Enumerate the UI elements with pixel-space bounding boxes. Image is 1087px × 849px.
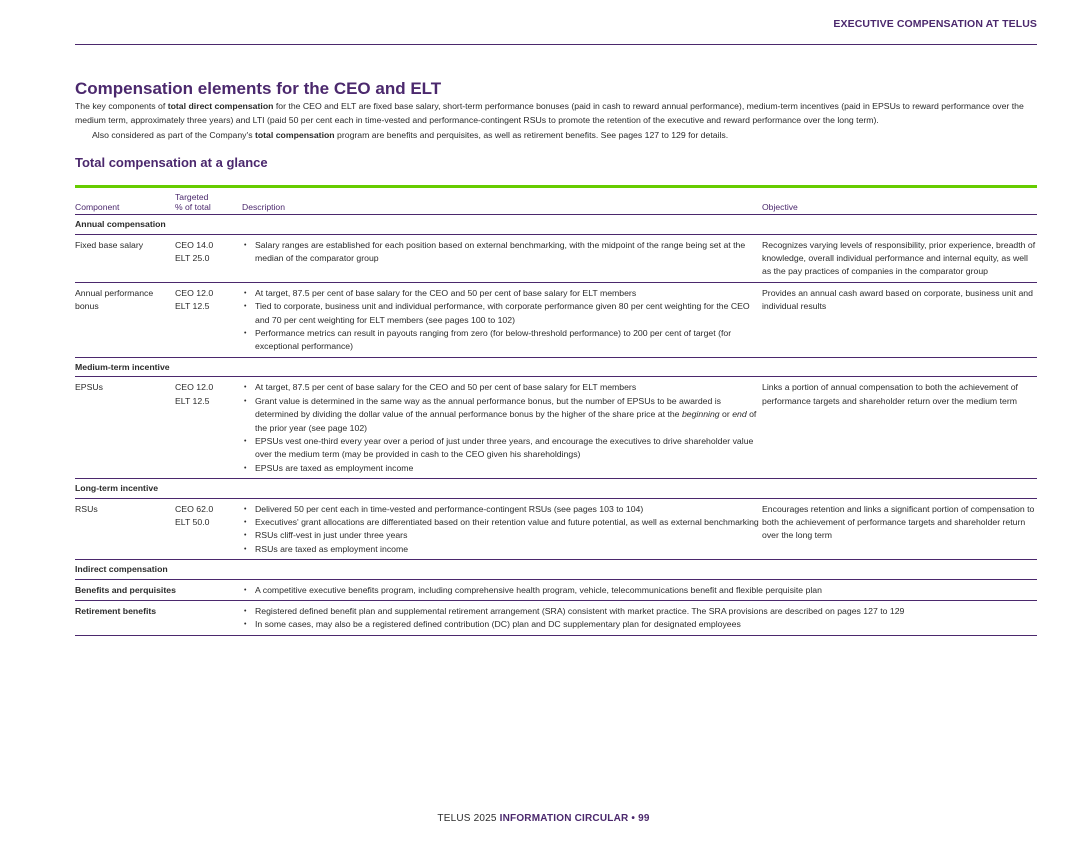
header-objective: Objective — [762, 188, 1037, 215]
bullet-text: Grant value is determined in the same way as the annual performance bonus, but the number of EPSUs to be awarded is determined by dividing the dollar value of the annual performance bonus by the higher of the share price at the — [255, 395, 722, 420]
header-targeted-line2: % of total — [175, 202, 211, 213]
bullet-emphasis: end — [732, 409, 747, 420]
bullet-item: • Executives' grant allocations are differentiated based on their retention value and future potential, as well as external benchmarking — [242, 516, 762, 529]
group-long-term-incentive — [75, 479, 1037, 498]
intro-paragraph-2 — [75, 128, 1037, 142]
page-content — [75, 79, 1037, 636]
ceo-pct: CEO 12.0 — [175, 287, 214, 298]
component-cell: Retirement benefits — [75, 600, 242, 635]
description-cell — [242, 579, 1037, 600]
bullet-item: • RSUs cliff-vest in just under three years — [242, 529, 762, 542]
elt-pct: ELT 25.0 — [175, 253, 210, 264]
targeted-cell — [175, 234, 242, 282]
header-component: Component — [75, 188, 175, 215]
bullet-item: • RSUs are taxed as employment income — [242, 543, 762, 556]
bullet-item: • Delivered 50 per cent each in time-vested and performance-contingent RSUs (see pages 103 to 104) — [242, 503, 762, 516]
component-cell: Fixed base salary — [75, 234, 175, 282]
intro2-text-c: program are benefits and perquisites, as well as retirement benefits. See pages 127 to 129 for details. — [334, 129, 729, 140]
ceo-pct: CEO 62.0 — [175, 503, 214, 514]
bullet-emphasis: beginning — [681, 409, 720, 420]
row-benefits-perquisites — [75, 579, 1037, 600]
bullet-item: • A competitive executive benefits program, including comprehensive health program, vehicle, telecommunications benefit and flexible perquisite plan — [242, 584, 1037, 597]
compensation-table — [75, 188, 1037, 636]
bullet-item: • Tied to corporate, business unit and individual performance, with corporate performance given 80 per cent weighting for the CEO and 70 per cent weighting for ELT members (see pages 100 to 102) — [242, 300, 762, 327]
description-cell — [242, 234, 762, 282]
table-header-row — [75, 188, 1037, 215]
running-header: EXECUTIVE COMPENSATION AT TELUS — [833, 18, 1037, 30]
intro2-bold: total compensation — [254, 129, 335, 140]
group-indirect-compensation — [75, 560, 1037, 579]
bullet-item: • Registered defined benefit plan and supplemental retirement arrangement (SRA) consistent with market practice. The SRA provisions are described on pages 127 to 129 — [242, 605, 962, 618]
objective-cell: Provides an annual cash award based on corporate, business unit and individual results — [762, 282, 1037, 357]
description-cell — [242, 377, 762, 479]
group-label: Annual compensation — [75, 215, 1037, 234]
group-medium-term-incentive — [75, 357, 1037, 376]
footer-accent: INFORMATION CIRCULAR • 99 — [499, 813, 650, 824]
bullet-text: or — [719, 409, 733, 420]
ceo-pct: CEO 12.0 — [175, 382, 214, 393]
header-divider — [75, 44, 1037, 45]
section-title: Compensation elements for the CEO and ELT — [75, 79, 442, 98]
bullet-item: • At target, 87.5 per cent of base salary for the CEO and 50 per cent of base salary for ELT members — [242, 287, 762, 300]
footer-prefix: TELUS 2025 — [437, 813, 500, 824]
bullet-text: of the prior year (see page 102) — [255, 409, 757, 433]
targeted-cell — [175, 282, 242, 357]
objective-cell: Recognizes varying levels of responsibility, prior experience, breadth of knowledge, overall individual performance and internal equity, as well as the pay practices of companies in the comparator group — [762, 234, 1037, 282]
bullet-item — [242, 395, 762, 435]
component-cell: EPSUs — [75, 377, 175, 479]
group-label: Long-term incentive — [75, 479, 1037, 498]
description-cell — [242, 498, 762, 560]
row-rsus — [75, 498, 1037, 560]
intro1-text-c: for the CEO and ELT are fixed base salary, short-term performance bonuses (paid in cash to reward annual performance), medium-term incentives (paid in EPSUs to reward performance over the medium term, approximately three years) and LTI (paid 50 per cent each in time-vested and performance-contingent RSUs to promote the retention of the executive and reward performance over the long term). — [75, 101, 1024, 126]
bullet-item: • Salary ranges are established for each position based on external benchmarking, with the midpoint of the range being set at the median of the comparator group — [242, 239, 762, 266]
elt-pct: ELT 12.5 — [175, 301, 210, 312]
bullet-item: • EPSUs vest one-third every year over a period of just under three years, and encourage the executives to drive shareholder value over the medium term (may be provided in cash to the CEO given his shareholdings) — [242, 435, 762, 462]
row-retirement-benefits — [75, 600, 1037, 635]
targeted-cell — [175, 498, 242, 560]
elt-pct: ELT 50.0 — [175, 516, 210, 527]
objective-cell: Encourages retention and links a significant portion of compensation to both the achievement of performance targets and shareholder return over the long term — [762, 498, 1037, 560]
header-description: Description — [242, 188, 762, 215]
page-footer — [0, 813, 1087, 824]
intro1-bold: total direct compensation — [167, 101, 274, 111]
group-annual-compensation — [75, 215, 1037, 234]
component-cell: Annual performance bonus — [75, 282, 175, 357]
component-cell: RSUs — [75, 498, 175, 560]
bullet-item: • Performance metrics can result in payouts ranging from zero (for below-threshold performance) to 200 per cent of target (for exceptional performance) — [242, 327, 762, 354]
header-targeted — [175, 188, 242, 215]
bullet-item: • At target, 87.5 per cent of base salary for the CEO and 50 per cent of base salary for ELT members — [242, 381, 762, 394]
intro-paragraph-1 — [75, 99, 1037, 128]
header-targeted-line1: Targeted — [175, 192, 209, 203]
table-title: Total compensation at a glance — [75, 155, 268, 171]
ceo-pct: CEO 14.0 — [175, 239, 214, 250]
row-fixed-base-salary — [75, 234, 1037, 282]
group-label: Indirect compensation — [75, 560, 1037, 579]
intro1-text-a: The key components of — [75, 101, 168, 111]
group-label: Medium-term incentive — [75, 357, 1037, 376]
row-annual-performance-bonus — [75, 282, 1037, 357]
bullet-item: • EPSUs are taxed as employment income — [242, 462, 762, 475]
description-cell — [242, 282, 762, 357]
row-epsus — [75, 377, 1037, 479]
component-cell: Benefits and perquisites — [75, 579, 242, 600]
objective-cell: Links a portion of annual compensation to both the achievement of performance targets and shareholder return over the medium term — [762, 377, 1037, 479]
bullet-item: • In some cases, may also be a registered defined contribution (DC) plan and DC supplementary plan for designated employees — [242, 618, 962, 631]
targeted-cell — [175, 377, 242, 479]
intro2-text-a: Also considered as part of the Company's — [92, 129, 255, 140]
elt-pct: ELT 12.5 — [175, 395, 210, 406]
description-cell — [242, 600, 1037, 635]
